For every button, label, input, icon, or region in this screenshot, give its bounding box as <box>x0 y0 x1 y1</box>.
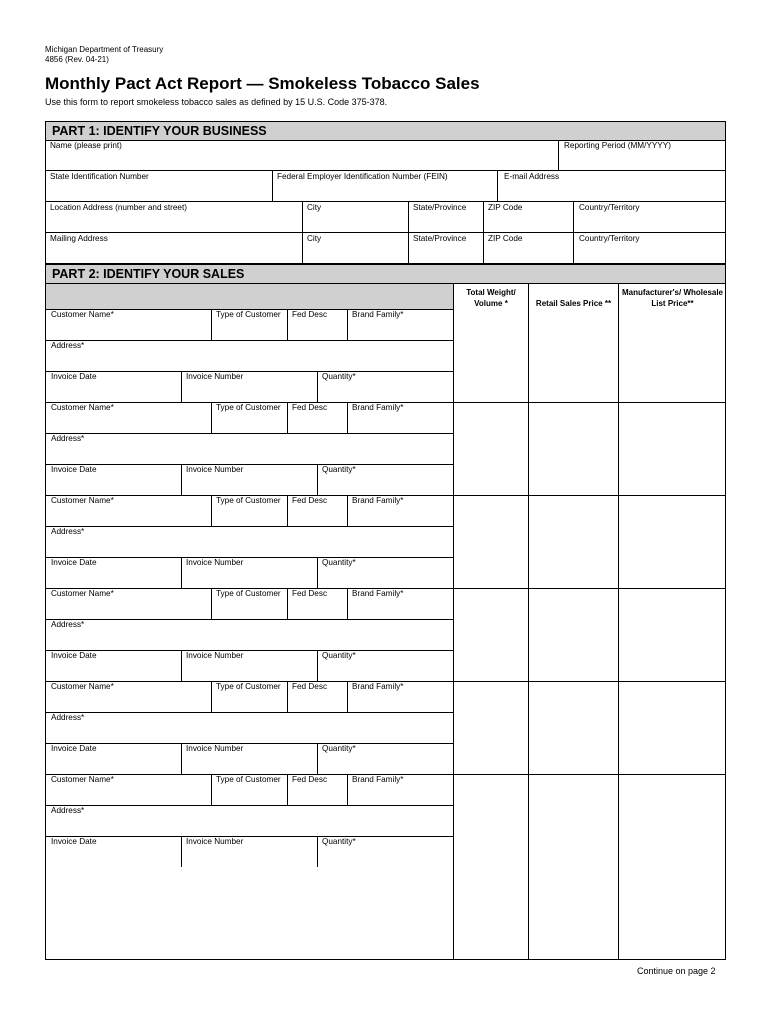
quantity-label: Quantity* <box>322 837 356 846</box>
invoice-date-field[interactable] <box>46 465 181 495</box>
customer-type-label: Type of Customer <box>216 403 281 412</box>
total-weight-field[interactable] <box>454 682 528 774</box>
brand-family-field[interactable] <box>348 589 453 619</box>
email-label: E-mail Address <box>504 172 560 181</box>
form-instructions: Use this form to report smokeless tobacco sales as defined by 15 U.S. Code 375-378. <box>45 97 388 107</box>
address-label: Address* <box>51 713 85 722</box>
brand-family-field[interactable] <box>348 496 453 526</box>
email-field[interactable] <box>498 171 725 201</box>
fein-label: Federal Employer Identification Number (FEIN) <box>277 172 448 181</box>
customer-type-label: Type of Customer <box>216 496 281 505</box>
fed-desc-label: Fed Desc <box>292 496 328 505</box>
fed-desc-label: Fed Desc <box>292 310 328 319</box>
address-field[interactable] <box>46 713 453 743</box>
column-header-shade <box>46 284 453 309</box>
reporting-period-label: Reporting Period (MM/YYYY) <box>564 141 671 150</box>
column-retail-price: Retail Sales Price ** <box>535 299 612 308</box>
fed-desc-label: Fed Desc <box>292 403 328 412</box>
invoice-number-field[interactable] <box>182 744 317 774</box>
brand-family-label: Brand Family* <box>352 496 404 505</box>
wholesale-price-field[interactable] <box>619 403 725 495</box>
address-field[interactable] <box>46 620 453 650</box>
mailing-zip-field[interactable] <box>484 233 573 263</box>
address-label: Address* <box>51 341 85 350</box>
customer-name-field[interactable] <box>46 589 211 619</box>
retail-price-field[interactable] <box>529 310 618 402</box>
invoice-date-field[interactable] <box>46 744 181 774</box>
invoice-date-field[interactable] <box>46 837 181 867</box>
wholesale-price-field[interactable] <box>619 496 725 588</box>
brand-family-field[interactable] <box>348 310 453 340</box>
customer-name-field[interactable] <box>46 775 211 805</box>
customer-type-label: Type of Customer <box>216 775 281 784</box>
invoice-date-label: Invoice Date <box>51 744 97 753</box>
quantity-label: Quantity* <box>322 558 356 567</box>
fed-desc-field[interactable] <box>288 496 347 526</box>
retail-price-field[interactable] <box>529 496 618 588</box>
location-city-field[interactable] <box>303 202 408 232</box>
address-field[interactable] <box>46 806 453 836</box>
address-label: Address* <box>51 434 85 443</box>
retail-price-field[interactable] <box>529 775 618 960</box>
location-state-label: State/Province <box>413 203 467 212</box>
invoice-number-label: Invoice Number <box>186 372 244 381</box>
total-weight-field[interactable] <box>454 589 528 681</box>
wholesale-price-field[interactable] <box>619 310 725 402</box>
location-state-field[interactable] <box>409 202 483 232</box>
retail-price-field[interactable] <box>529 589 618 681</box>
invoice-number-label: Invoice Number <box>186 558 244 567</box>
mailing-zip-label: ZIP Code <box>488 234 523 243</box>
brand-family-field[interactable] <box>348 775 453 805</box>
mailing-state-label: State/Province <box>413 234 467 243</box>
fed-desc-field[interactable] <box>288 310 347 340</box>
address-field[interactable] <box>46 341 453 371</box>
invoice-number-field[interactable] <box>182 837 317 867</box>
invoice-date-field[interactable] <box>46 651 181 681</box>
business-name-field[interactable] <box>46 141 558 170</box>
fed-desc-label: Fed Desc <box>292 589 328 598</box>
reporting-period-field[interactable] <box>559 141 725 170</box>
invoice-date-label: Invoice Date <box>51 465 97 474</box>
customer-type-field[interactable] <box>212 496 287 526</box>
fed-desc-field[interactable] <box>288 775 347 805</box>
customer-type-label: Type of Customer <box>216 682 281 691</box>
customer-name-label: Customer Name* <box>51 682 114 691</box>
mailing-country-label: Country/Territory <box>579 234 640 243</box>
invoice-date-label: Invoice Date <box>51 372 97 381</box>
retail-price-field[interactable] <box>529 682 618 774</box>
invoice-number-label: Invoice Number <box>186 837 244 846</box>
customer-name-field[interactable] <box>46 403 211 433</box>
mailing-state-field[interactable] <box>409 233 483 263</box>
total-weight-field[interactable] <box>454 403 528 495</box>
part1-heading: PART 1: IDENTIFY YOUR BUSINESS <box>45 121 726 141</box>
customer-name-label: Customer Name* <box>51 496 114 505</box>
agency-name: Michigan Department of Treasury <box>45 45 164 54</box>
fed-desc-label: Fed Desc <box>292 775 328 784</box>
form-number: 4856 (Rev. 04-21) <box>45 55 109 64</box>
brand-family-field[interactable] <box>348 682 453 712</box>
retail-price-field[interactable] <box>529 403 618 495</box>
wholesale-price-field[interactable] <box>619 775 725 960</box>
mailing-city-field[interactable] <box>303 233 408 263</box>
quantity-field[interactable] <box>318 651 453 681</box>
address-label: Address* <box>51 527 85 536</box>
quantity-field[interactable] <box>318 372 453 402</box>
address-label: Address* <box>51 806 85 815</box>
wholesale-price-field[interactable] <box>619 682 725 774</box>
quantity-label: Quantity* <box>322 744 356 753</box>
brand-family-label: Brand Family* <box>352 775 404 784</box>
total-weight-field[interactable] <box>454 775 528 960</box>
location-city-label: City <box>307 203 322 212</box>
invoice-date-label: Invoice Date <box>51 651 97 660</box>
quantity-field[interactable] <box>318 744 453 774</box>
state-id-field[interactable] <box>46 171 272 201</box>
address-field[interactable] <box>46 527 453 557</box>
column-total-weight: Total Weight/ Volume * <box>466 288 516 308</box>
brand-family-label: Brand Family* <box>352 403 404 412</box>
location-country-label: Country/Territory <box>579 203 640 212</box>
customer-name-field[interactable] <box>46 310 211 340</box>
invoice-date-field[interactable] <box>46 558 181 588</box>
fed-desc-field[interactable] <box>288 403 347 433</box>
quantity-field[interactable] <box>318 837 453 867</box>
customer-name-field[interactable] <box>46 496 211 526</box>
invoice-number-label: Invoice Number <box>186 744 244 753</box>
brand-family-label: Brand Family* <box>352 589 404 598</box>
invoice-number-label: Invoice Number <box>186 465 244 474</box>
customer-type-label: Type of Customer <box>216 310 281 319</box>
customer-name-label: Customer Name* <box>51 775 114 784</box>
customer-type-label: Type of Customer <box>216 589 281 598</box>
brand-family-label: Brand Family* <box>352 682 404 691</box>
column-wholesale-price: Manufacturer's/ Wholesale List Price** <box>621 288 724 308</box>
customer-type-field[interactable] <box>212 403 287 433</box>
customer-name-label: Customer Name* <box>51 589 114 598</box>
customer-name-label: Customer Name* <box>51 403 114 412</box>
invoice-date-label: Invoice Date <box>51 558 97 567</box>
location-zip-field[interactable] <box>484 202 573 232</box>
fed-desc-field[interactable] <box>288 589 347 619</box>
location-address-label: Location Address (number and street) <box>50 203 187 212</box>
customer-type-field[interactable] <box>212 589 287 619</box>
form-title: Monthly Pact Act Report — Smokeless Tobacco Sales <box>45 74 480 93</box>
invoice-number-label: Invoice Number <box>186 651 244 660</box>
quantity-label: Quantity* <box>322 372 356 381</box>
invoice-date-label: Invoice Date <box>51 837 97 846</box>
state-id-label: State Identification Number <box>50 172 149 181</box>
mailing-address-label: Mailing Address <box>50 234 108 243</box>
total-weight-field[interactable] <box>454 496 528 588</box>
customer-type-field[interactable] <box>212 775 287 805</box>
invoice-date-field[interactable] <box>46 372 181 402</box>
fed-desc-label: Fed Desc <box>292 682 328 691</box>
brand-family-label: Brand Family* <box>352 310 404 319</box>
fed-desc-field[interactable] <box>288 682 347 712</box>
quantity-label: Quantity* <box>322 651 356 660</box>
address-field[interactable] <box>46 434 453 464</box>
mailing-address-field[interactable] <box>46 233 302 263</box>
quantity-label: Quantity* <box>322 465 356 474</box>
location-zip-label: ZIP Code <box>488 203 523 212</box>
brand-family-field[interactable] <box>348 403 453 433</box>
part2-heading: PART 2: IDENTIFY YOUR SALES <box>45 264 726 284</box>
quantity-field[interactable] <box>318 465 453 495</box>
customer-name-label: Customer Name* <box>51 310 114 319</box>
continue-note: Continue on page 2 <box>637 966 716 976</box>
location-country-field[interactable] <box>574 202 725 232</box>
location-address-field[interactable] <box>46 202 302 232</box>
invoice-number-field[interactable] <box>182 465 317 495</box>
fein-field[interactable] <box>273 171 497 201</box>
mailing-city-label: City <box>307 234 322 243</box>
customer-type-field[interactable] <box>212 682 287 712</box>
invoice-number-field[interactable] <box>182 558 317 588</box>
invoice-number-field[interactable] <box>182 372 317 402</box>
invoice-number-field[interactable] <box>182 651 317 681</box>
customer-name-field[interactable] <box>46 682 211 712</box>
address-label: Address* <box>51 620 85 629</box>
wholesale-price-field[interactable] <box>619 589 725 681</box>
mailing-country-field[interactable] <box>574 233 725 263</box>
customer-type-field[interactable] <box>212 310 287 340</box>
business-name-label: Name (please print) <box>50 141 122 150</box>
quantity-field[interactable] <box>318 558 453 588</box>
total-weight-field[interactable] <box>454 310 528 402</box>
